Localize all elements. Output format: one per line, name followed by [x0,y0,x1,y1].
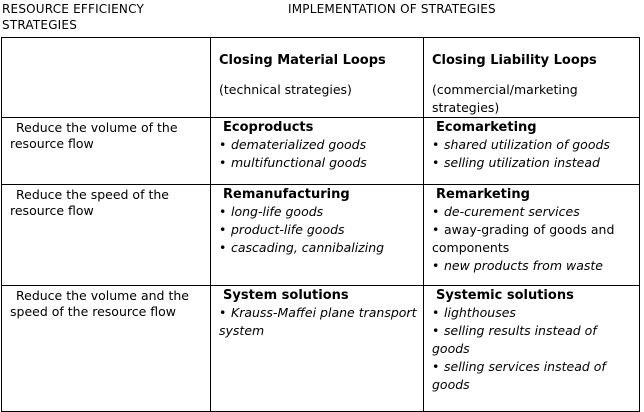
strategy-list [432,203,633,275]
material-cell [211,118,424,185]
strategy-title: Ecomarketing [436,120,537,135]
column-header-liability [424,38,640,118]
table-row [2,286,640,412]
implementation-header: IMPLEMENTATION OF STRATEGIES [288,2,496,16]
list-item: • selling utilization instead [432,155,600,170]
row-label-cell [2,286,211,412]
bullet: • [219,137,227,152]
strategy-table [1,37,640,412]
strategy-list [219,136,417,172]
bullet: • [219,204,227,219]
bullet: • [432,222,440,237]
list-item: • cascading, cannibalizing [219,240,385,255]
bullet: • [432,359,440,374]
bullet: • [219,240,227,255]
empty-corner-cell [2,38,211,118]
list-item: • Krauss-Maffei plane transport system [219,305,417,338]
bullet: • [219,222,227,237]
column-subtitle: (technical strategies) [219,82,352,97]
column-title: Closing Liability Loops [432,53,597,68]
column-header-material [211,38,424,118]
strategy-title: Remanufacturing [223,187,350,202]
table-row [2,185,640,286]
table-header-row [2,38,640,118]
strategy-title: Remarketing [436,187,530,202]
strategy-list [432,136,633,172]
list-item: • long-life goods [219,204,324,219]
bullet: • [432,155,440,170]
material-cell [211,286,424,412]
bullet: • [432,258,440,273]
strategy-list [432,304,633,394]
row-label: Reduce the speed of the resource flow [10,187,169,218]
table-row [2,118,640,185]
bullet: • [432,137,440,152]
strategy-list [219,304,417,340]
list-item: • de-curement services [432,204,580,219]
list-item: • product-life goods [219,222,345,237]
liability-cell [424,118,640,185]
column-title: Closing Material Loops [219,53,386,68]
row-label-cell [2,118,211,185]
bullet: • [219,155,227,170]
bullet: • [432,323,440,338]
list-item: • shared utilization of goods [432,137,610,152]
list-item: • dematerialized goods [219,137,367,152]
list-item: • lighthouses [432,305,516,320]
list-item: • selling services instead of goods [432,359,606,392]
strategy-title: System solutions [223,288,349,303]
bullet: • [432,305,440,320]
resource-efficiency-header: RESOURCE EFFICIENCY STRATEGIES [2,2,144,32]
list-item: • new products from waste [432,258,603,273]
row-label: Reduce the volume and the speed of the resource flow [10,288,189,319]
bullet: • [432,204,440,219]
strategy-title: Ecoproducts [223,120,314,135]
liability-cell [424,286,640,412]
strategy-title: Systemic solutions [436,288,574,303]
material-cell [211,185,424,286]
column-subtitle: (commercial/marketing strategies) [432,82,578,115]
list-item: • away-grading of goods and components [432,222,615,255]
list-item: • selling results instead of goods [432,323,597,356]
strategy-list [219,203,417,257]
row-label-cell [2,185,211,286]
bullet: • [219,305,227,320]
row-label: Reduce the volume of the resource flow [10,120,178,151]
list-item: • multifunctional goods [219,155,367,170]
liability-cell [424,185,640,286]
